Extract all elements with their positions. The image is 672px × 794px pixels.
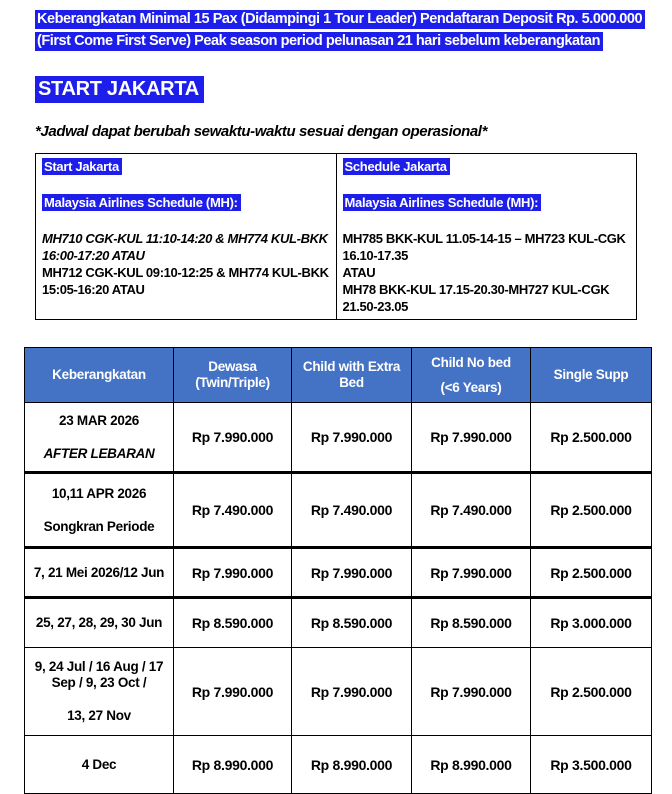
price-row-jul-nov	[25, 648, 652, 736]
price-cell: Rp 7.990.000	[174, 548, 292, 598]
price-cell: Rp 7.990.000	[174, 648, 292, 736]
airlines-schedule-heading-right: Malaysia Airlines Schedule (MH):	[343, 194, 542, 211]
price-cell: Rp 8.590.000	[412, 598, 531, 648]
price-cell: Rp 7.990.000	[412, 648, 531, 736]
header-child-no-bed: Child No bed (<6 Years)	[412, 348, 531, 403]
schedule-cell-schedule-jakarta	[336, 154, 637, 320]
deposit-banner-line1-text: Keberangkatan Minimal 15 Pax (Didampingi 1 Tour Leader) Pendaftaran Deposit Rp. 5.000.000	[35, 10, 645, 29]
flight-schedule-table	[35, 153, 637, 320]
price-cell: Rp 7.990.000	[412, 548, 531, 598]
flight-info-mh712: MH712 CGK-KUL 09:10-12:25 & MH774 KUL-BKK 15:05-16:20 ATAU	[42, 265, 329, 297]
page-title-text: START JAKARTA	[35, 76, 204, 103]
deposit-banner-line1	[35, 8, 642, 30]
date-cell: 9, 24 Jul / 16 Aug / 17 Sep / 9, 23 Oct / 13, 27 Nov	[25, 648, 174, 736]
price-cell: Rp 2.500.000	[531, 473, 652, 548]
header-child-extra-bed: Child with Extra Bed	[292, 348, 412, 403]
price-cell: Rp 3.000.000	[531, 598, 652, 648]
page-title	[35, 66, 642, 103]
flight-schedule-row	[36, 154, 637, 320]
price-cell: Rp 8.990.000	[174, 736, 292, 794]
header-dewasa: Dewasa (Twin/Triple)	[174, 348, 292, 403]
header-keberangkatan: Keberangkatan	[25, 348, 174, 403]
flight-info-mh78: MH78 BKK-KUL 17.15-20.30-MH727 KUL-CGK 21.50-23.05	[342, 282, 610, 314]
price-cell: Rp 7.990.000	[412, 403, 531, 473]
airlines-schedule-heading-left: Malaysia Airlines Schedule (MH):	[42, 194, 241, 211]
price-row-4-dec	[25, 736, 652, 794]
spacer	[29, 502, 169, 519]
schedule-jakarta-heading: Schedule Jakarta	[343, 158, 450, 175]
price-cell: Rp 8.990.000	[292, 736, 412, 794]
price-cell: Rp 7.490.000	[292, 473, 412, 548]
date-cell: 23 MAR 2026 AFTER LEBARAN	[25, 403, 174, 473]
price-cell: Rp 3.500.000	[531, 736, 652, 794]
date-cell: 10,11 APR 2026 Songkran Periode	[25, 473, 174, 548]
price-cell: Rp 7.990.000	[292, 648, 412, 736]
spacer	[343, 175, 631, 194]
flight-info-mh710: MH710 CGK-KUL 11:10-14:20 & MH774 KUL-BKK 16:00-17:20 ATAU	[42, 231, 328, 263]
price-row-10-11-apr	[25, 473, 652, 548]
price-table-header-row	[25, 348, 652, 403]
schedule-disclaimer: *Jadwal dapat berubah sewaktu-waktu sesuai dengan operasional*	[35, 123, 488, 140]
price-row-jun	[25, 598, 652, 648]
start-jakarta-heading: Start Jakarta	[42, 158, 122, 175]
date-cell: 25, 27, 28, 29, 30 Jun	[25, 598, 174, 648]
date-cell: 4 Dec	[25, 736, 174, 794]
spacer	[29, 691, 169, 708]
schedule-cell-start-jakarta	[36, 154, 337, 320]
deposit-banner	[35, 8, 642, 52]
price-cell: Rp 7.990.000	[292, 403, 412, 473]
price-cell: Rp 7.490.000	[412, 473, 531, 548]
price-row-mei-jun	[25, 548, 652, 598]
deposit-banner-line2-text: (First Come First Serve) Peak season period pelunasan 21 hari sebelum keberangkatan	[35, 32, 603, 51]
spacer	[42, 211, 330, 230]
price-cell: Rp 2.500.000	[531, 648, 652, 736]
spacer	[42, 175, 330, 194]
spacer	[343, 211, 631, 230]
price-cell: Rp 7.990.000	[174, 403, 292, 473]
price-table	[24, 347, 652, 794]
price-cell: Rp 7.490.000	[174, 473, 292, 548]
price-cell: Rp 2.500.000	[531, 403, 652, 473]
date-cell: 7, 21 Mei 2026/12 Jun	[25, 548, 174, 598]
header-single-supp: Single Supp	[531, 348, 652, 403]
flight-info-mh785: MH785 BKK-KUL 11.05-14-15 – MH723 KUL-CGK 16.10-17.35	[342, 231, 626, 263]
price-cell: Rp 7.990.000	[292, 548, 412, 598]
flight-info-atau: ATAU	[342, 265, 376, 280]
deposit-banner-line2	[35, 30, 642, 52]
price-row-23-mar	[25, 403, 652, 473]
price-cell: Rp 2.500.000	[531, 548, 652, 598]
price-cell: Rp 8.590.000	[174, 598, 292, 648]
price-cell: Rp 8.590.000	[292, 598, 412, 648]
price-cell: Rp 8.990.000	[412, 736, 531, 794]
spacer	[29, 429, 169, 446]
